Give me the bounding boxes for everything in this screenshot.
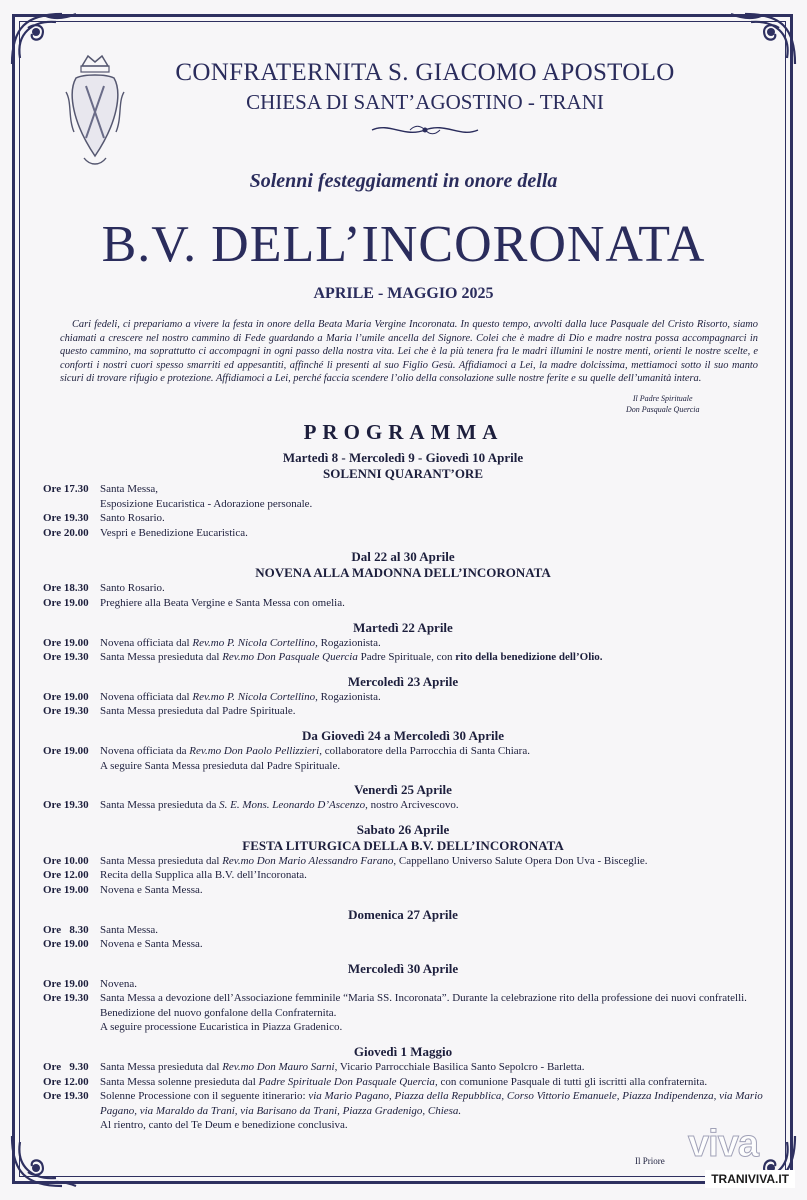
prior-signature: Il Priore	[635, 1156, 665, 1166]
schedule-section	[43, 549, 763, 610]
signature-role: Il Padre Spirituale	[632, 394, 693, 403]
row-time: Ore 19.30	[43, 651, 89, 664]
section-date: Dal 22 al 30 Aprile	[351, 549, 455, 565]
row-text: Santa Messa presieduta dal Rev.mo Don Mario Alessandro Farano, Cappellano Universo Salute Opera Don Uva - Bisceglie.	[100, 854, 648, 867]
row-text: Novena officiata dal Rev.mo P. Nicola Cortellino, Rogazionista.	[100, 636, 381, 649]
section-date: Sabato 26 Aprile	[356, 821, 450, 837]
schedule-row	[43, 977, 763, 992]
row-time: Ore 12.00	[43, 869, 89, 882]
section-subtitle: SOLENNI QUARANT’ORE	[323, 466, 483, 481]
schedule-row	[43, 596, 763, 611]
row-text: Solenne Processione con il seguente itinerario: via Mario Pagano, Piazza della Repubblica, Corso Vittorio Emanuele, Piazza Indipendenza, via Mario Pagano, via Maraldo da Trani, via Barisano da Trani, Piazza Gradenigo, Chiesa.	[100, 1090, 763, 1117]
site-watermark[interactable]: TRANIVIVA.IT	[705, 1170, 795, 1188]
row-text: Santa Messa presieduta dal Rev.mo Don Mauro Sarni, Vicario Parrocchiale Basilica Santo Sepolcro - Barletta.	[100, 1061, 585, 1074]
row-time: Ore 19.30	[43, 799, 89, 812]
schedule-row	[43, 1089, 763, 1118]
schedule-row	[43, 1075, 763, 1090]
schedule-row	[43, 636, 763, 651]
row-time: Ore 19.30	[43, 992, 89, 1005]
row-text: Santa Messa presieduta da S. E. Mons. Leonardo D’Ascenzo, nostro Arcivescovo.	[100, 799, 459, 812]
row-time: Ore 20.00	[43, 526, 89, 539]
schedule-row	[43, 923, 763, 938]
schedule-section	[43, 450, 763, 540]
schedule-section	[43, 822, 763, 898]
row-time: Ore 19.00	[43, 636, 89, 649]
section-date: Da Giovedì 24 a Mercoledì 30 Aprile	[302, 727, 504, 743]
page-title: B.V. DELL’INCORONATA	[101, 216, 706, 273]
row-text: Santo Rosario.	[100, 582, 165, 595]
schedule-row	[43, 854, 763, 869]
schedule	[43, 450, 763, 1142]
row-text: Novena.	[100, 977, 137, 990]
row-time: Ore 12.00	[43, 1075, 89, 1088]
schedule-row	[43, 650, 763, 665]
schedule-row	[43, 1060, 763, 1075]
schedule-row	[43, 744, 763, 759]
row-text: Santa Messa solenne presieduta dal Padre Spirituale Don Pasquale Quercia, con comunione Pasquale di tutti gli iscritti alla confraternita.	[100, 1075, 708, 1088]
row-time: Ore 19.00	[43, 938, 89, 951]
schedule-row	[43, 482, 763, 497]
header	[130, 58, 720, 138]
schedule-row	[43, 868, 763, 883]
schedule-section	[43, 1044, 763, 1133]
schedule-row	[43, 991, 763, 1020]
section-date: Martedì 8 - Mercoledì 9 - Giovedì 10 Aprile	[282, 450, 524, 465]
row-time: Ore 17.30	[43, 483, 89, 495]
row-continuation: A seguire processione Eucaristica in Piazza Gradenico.	[100, 1021, 343, 1034]
row-continuation: Esposizione Eucaristica - Adorazione personale.	[100, 497, 313, 510]
viva-logo-watermark: viva	[688, 1123, 758, 1165]
confraternity-name: CONFRATERNITA S. GIACOMO APOSTOLO	[175, 59, 675, 86]
row-text: Novena officiata da Rev.mo Don Paolo Pellizzieri, collaboratore della Parrocchia di Santa Chiara.	[100, 744, 530, 757]
spiritual-father-signature	[626, 393, 699, 415]
row-time: Ore 19.30	[43, 705, 89, 718]
row-time: Ore 8.30	[43, 923, 89, 936]
section-date: Domenica 27 Aprile	[348, 906, 458, 922]
schedule-row	[43, 526, 763, 541]
schedule-row	[43, 883, 763, 898]
row-time: Ore 19.30	[43, 1090, 89, 1103]
section-date: Venerdì 25 Aprile	[354, 782, 452, 798]
row-time: Ore 19.00	[43, 690, 89, 703]
row-text: Recita della Supplica alla B.V. dell’Incoronata.	[100, 869, 307, 882]
event-dates: APRILE - MAGGIO 2025	[313, 285, 494, 302]
intro-paragraph: Cari fedeli, ci prepariamo a vivere la festa in onore della Beata Maria Vergine Incoronata. In questo tempo, avvolti dalla luce Pasquale del Cristo Risorto, siamo chiamati a crescere nel nostro cammino di Fede guardando a Maria l’umile ancella del Signore. Colei che è madre di Dio e madre nostra possa accompagnarci in questo cammino, ma soprattutto ci accompagni in ogni passo della nostra vita. Lei che è la più tenera fra le madri illumini le nostre menti, orienti le nostre scelte, e conforti i nostri cuori spesso smarriti ed appesantiti, affinché li presenti al suo Figlio Gesù. Affidiamoci a Lei, la madre dolcissima, mettiamoci sotto il suo manto sicuri di trovare rifugio e protezione. Affidiamoci a Lei, perché faccia scendere l’olio della consolazione sulle nostre ferite e su quelle dell’umanità intera.	[60, 319, 758, 385]
row-text: Santa Messa,	[100, 483, 159, 495]
row-text: Santa Messa a devozione dell’Associazione femminile “Maria SS. Incoronata”. Durante la celebrazione rito della professione dei nuovi confratelli. Benedizione del nuovo gonfalone della Confraternita.	[100, 992, 747, 1019]
section-date: Martedì 22 Aprile	[353, 619, 453, 635]
schedule-section	[43, 728, 763, 773]
row-text: Santa Messa.	[100, 923, 159, 936]
section-subtitle: NOVENA ALLA MADONNA DELL’INCORONATA	[255, 565, 551, 581]
church-name: CHIESA DI SANT’AGOSTINO - TRANI	[246, 90, 604, 114]
row-time: Ore 19.00	[43, 596, 89, 609]
row-text: Novena e Santa Messa.	[100, 938, 203, 951]
schedule-row	[43, 937, 763, 952]
row-text: Preghiere alla Beata Vergine e Santa Messa con omelia.	[100, 596, 345, 609]
row-time: Ore 19.00	[43, 977, 89, 990]
row-text: Vespri e Benedizione Eucaristica.	[100, 526, 248, 539]
schedule-row	[43, 690, 763, 705]
section-date: Giovedì 1 Maggio	[353, 1044, 453, 1060]
row-time: Ore 10.00	[43, 854, 89, 867]
crest-icon	[62, 52, 128, 170]
schedule-row	[43, 581, 763, 596]
row-time: Ore 9.30	[43, 1061, 89, 1074]
row-continuation: A seguire Santa Messa presieduta dal Padre Spirituale.	[100, 759, 341, 772]
row-time: Ore 18.30	[43, 582, 89, 595]
section-date: Mercoledì 23 Aprile	[347, 673, 459, 689]
schedule-row	[43, 704, 763, 719]
schedule-row	[43, 798, 763, 813]
row-text: Santa Messa presieduta dal Rev.mo Don Pasquale Quercia Padre Spirituale, con rito della benedizione dell’Olio.	[100, 651, 603, 664]
schedule-section	[43, 674, 763, 719]
section-subtitle: FESTA LITURGICA DELLA B.V. DELL’INCORONATA	[242, 837, 564, 853]
corner-ornament-icon	[723, 8, 801, 70]
row-time: Ore 19.00	[43, 744, 89, 757]
flourish-icon	[370, 122, 480, 138]
section-date: Mercoledì 30 Aprile	[347, 960, 459, 976]
schedule-section	[43, 782, 763, 813]
schedule-row	[43, 511, 763, 526]
row-time: Ore 19.30	[43, 512, 89, 525]
schedule-section	[43, 907, 763, 952]
program-title: PROGRAMMA	[303, 420, 504, 444]
row-continuation: Al rientro, canto del Te Deum e benedizione conclusiva.	[100, 1119, 348, 1132]
schedule-section	[43, 620, 763, 665]
row-text: Santo Rosario.	[100, 512, 165, 525]
subtitle: Solenni festeggiamenti in onore della	[249, 170, 558, 192]
schedule-section	[43, 961, 763, 1035]
row-text: Novena e Santa Messa.	[100, 883, 203, 896]
signature-name: Don Pasquale Quercia	[626, 405, 700, 414]
row-text: Novena officiata dal Rev.mo P. Nicola Cortellino, Rogazionista.	[100, 690, 381, 703]
row-time: Ore 19.00	[43, 883, 89, 896]
row-text: Santa Messa presieduta dal Padre Spirituale.	[100, 705, 296, 718]
